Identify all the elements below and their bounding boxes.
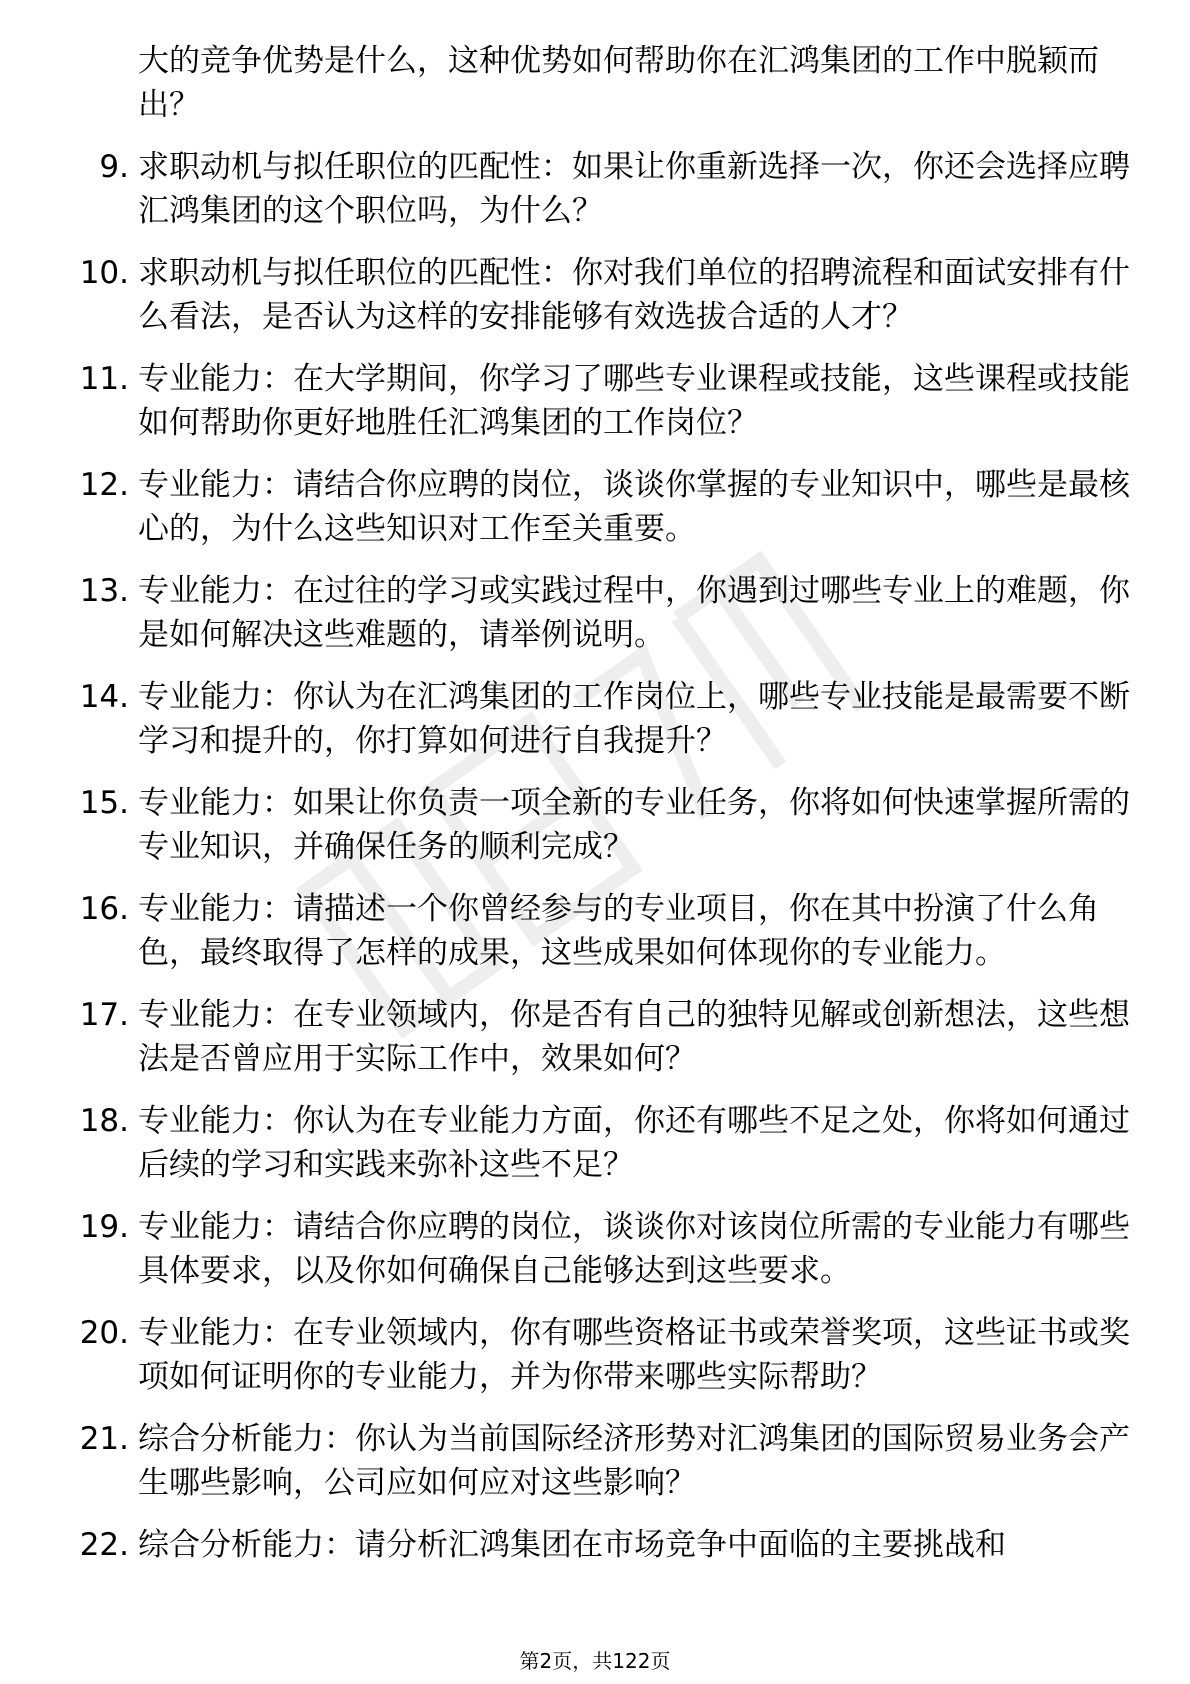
question-text: 专业能力：如果让你负责一项全新的专业任务，你将如何快速掌握所需的专业知识，并确保任务的顺利完成？ [138, 785, 1130, 865]
question-number: 17. [79, 997, 129, 1033]
question-item [0, 888, 1190, 975]
question-text: 专业能力：请描述一个你曾经参与的专业项目，你在其中扮演了什么角色，最终取得了怎样的成果，这些成果如何体现你的专业能力。 [138, 891, 1099, 971]
question-number: 9. [99, 149, 129, 185]
question-item [0, 146, 1190, 233]
question-number: 16. [79, 891, 129, 927]
question-number: 21. [79, 1421, 129, 1457]
question-number: 10. [79, 255, 129, 291]
question-item [0, 570, 1190, 657]
question-item [0, 358, 1190, 445]
question-item [0, 1206, 1190, 1293]
question-item [0, 1312, 1190, 1399]
question-text: 综合分析能力：你认为当前国际经济形势对汇鸿集团的国际贸易业务会产生哪些影响，公司应如何应对这些影响？ [138, 1421, 1130, 1501]
question-item [0, 782, 1190, 869]
question-number: 12. [79, 467, 129, 503]
question-text: 大的竞争优势是什么，这种优势如何帮助你在汇鸿集团的工作中脱颖而出？ [138, 43, 1099, 123]
question-text: 专业能力：在大学期间，你学习了哪些专业课程或技能，这些课程或技能如何帮助你更好地胜任汇鸿集团的工作岗位？ [138, 361, 1130, 441]
question-item [0, 464, 1190, 551]
question-text: 求职动机与拟任职位的匹配性：你对我们单位的招聘流程和面试安排有什么看法，是否认为这样的安排能够有效选拔合适的人才？ [138, 255, 1130, 335]
question-number: 11. [79, 361, 129, 397]
question-item [0, 1418, 1190, 1505]
question-number: 22. [79, 1527, 129, 1563]
question-text: 专业能力：你认为在汇鸿集团的工作岗位上，哪些专业技能是最需要不断学习和提升的，你打算如何进行自我提升？ [138, 679, 1130, 759]
question-list [0, 40, 1190, 1587]
question-text: 专业能力：在专业领域内，你有哪些资格证书或荣誉奖项，这些证书或奖项如何证明你的专业能力，并为你带来哪些实际帮助？ [138, 1315, 1130, 1395]
question-text: 专业能力：请结合你应聘的岗位，谈谈你对该岗位所需的专业能力有哪些具体要求，以及你如何确保自己能够达到这些要求。 [138, 1209, 1130, 1289]
question-number: 13. [79, 573, 129, 609]
question-number: 15. [79, 785, 129, 821]
question-text: 专业能力：在过往的学习或实践过程中，你遇到过哪些专业上的难题，你是如何解决这些难题的，请举例说明。 [138, 573, 1130, 653]
question-text: 专业能力：请结合你应聘的岗位，谈谈你掌握的专业知识中，哪些是最核心的，为什么这些知识对工作至关重要。 [138, 467, 1130, 547]
question-item [0, 1524, 1190, 1568]
question-continuation [0, 40, 1190, 127]
question-text: 专业能力：你认为在专业能力方面，你还有哪些不足之处，你将如何通过后续的学习和实践来弥补这些不足？ [138, 1103, 1130, 1183]
question-text: 求职动机与拟任职位的匹配性：如果让你重新选择一次，你还会选择应聘汇鸿集团的这个职位吗，为什么？ [138, 149, 1130, 229]
question-number: 20. [79, 1315, 129, 1351]
question-text: 综合分析能力：请分析汇鸿集团在市场竞争中面临的主要挑战和 [138, 1527, 1006, 1563]
question-item [0, 994, 1190, 1081]
question-item [0, 1100, 1190, 1187]
question-number: 14. [79, 679, 129, 715]
question-item [0, 252, 1190, 339]
question-item [0, 676, 1190, 763]
question-number: 18. [79, 1103, 129, 1139]
question-number: 19. [79, 1209, 129, 1245]
page-footer: 第2页，共122页 [519, 1649, 671, 1673]
question-text: 专业能力：在专业领域内，你是否有自己的独特见解或创新想法，这些想法是否曾应用于实际工作中，效果如何？ [138, 997, 1130, 1077]
